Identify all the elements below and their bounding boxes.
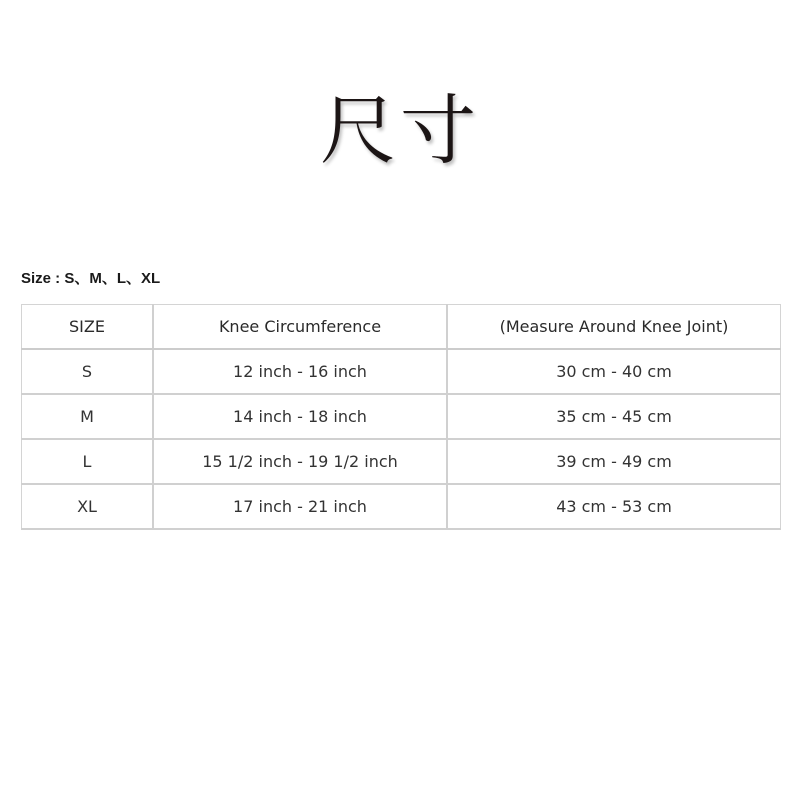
inch-range-cell: 15 1/2 inch - 19 1/2 inch [153,439,447,484]
size-cell: S [22,349,154,394]
cm-range-cell: 30 cm - 40 cm [447,349,781,394]
cm-range-cell: 35 cm - 45 cm [447,394,781,439]
table-row [22,439,781,484]
header-knee-circumference: Knee Circumference [153,305,447,350]
page-title: 尺寸 [320,86,480,175]
size-cell: XL [22,484,154,529]
header-measure-around-knee: (Measure Around Knee Joint) [447,305,781,350]
size-cell: L [22,439,154,484]
table-row [22,484,781,529]
inch-range-cell: 14 inch - 18 inch [153,394,447,439]
size-chart-table [21,304,781,530]
header-size: SIZE [22,305,154,350]
cm-range-cell: 39 cm - 49 cm [447,439,781,484]
table-header-row [22,305,781,350]
inch-range-cell: 12 inch - 16 inch [153,349,447,394]
cm-range-cell: 43 cm - 53 cm [447,484,781,529]
size-cell: M [22,394,154,439]
size-options-text: Size : S、M、L、XL [21,270,161,287]
table-row [22,394,781,439]
table-row [22,349,781,394]
inch-range-cell: 17 inch - 21 inch [153,484,447,529]
